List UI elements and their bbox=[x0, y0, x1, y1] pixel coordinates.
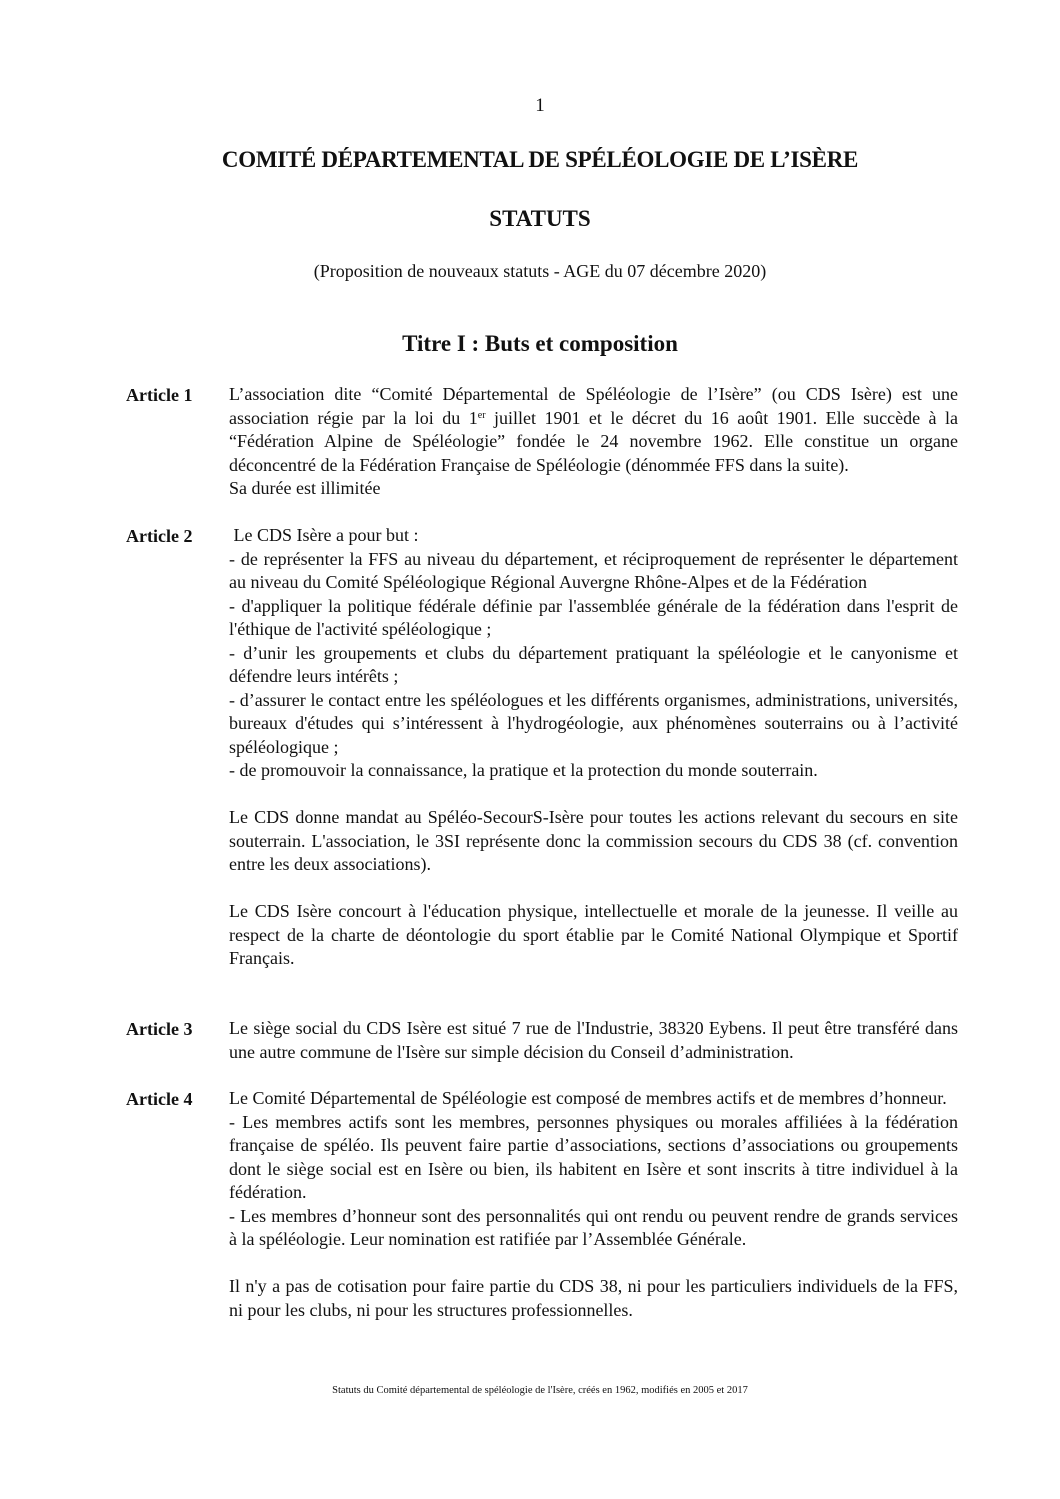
paragraph-text: L’association dite “Comité Départemental de Spéléologie de l’Isère” (ou CDS Isère) est une association régie par la loi du 1 bbox=[229, 384, 958, 428]
paragraph-gap bbox=[229, 783, 958, 807]
document-subtitle: STATUTS bbox=[489, 206, 591, 231]
list-item: - d’unir les groupements et clubs du département pratiquant la spéléologie et le canyonisme et défendre leurs intérêts ; bbox=[229, 642, 958, 686]
superscript-ordinal: er bbox=[477, 409, 486, 421]
article-paragraph: Sa durée est illimitée bbox=[229, 478, 381, 498]
list-item: - de représenter la FFS au niveau du département, et réciproquement de représenter le département au niveau du Comité Spéléologique Régional Auvergne Rhône-Alpes et de la Fédération bbox=[229, 548, 958, 592]
article-paragraph: Le CDS donne mandat au Spéléo-SecourS-Isère pour toutes les actions relevant du secours en site souterrain. L'association, le 3SI représente donc la commission secours du CDS 38 (cf. convention entre les deux associations). bbox=[229, 807, 958, 874]
page-footer: Statuts du Comité départemental de spéléologie de l'Isère, créés en 1962, modifiés en 2005 et 2017 bbox=[332, 1385, 748, 1396]
list-item: - Les membres actifs sont les membres, personnes physiques ou morales affiliées à la fédération française de spéléo. Ils peuvent faire partie d’associations, sections d’associations ou groupements dont le siège social est en Isère ou bien, ils habitent en Isère et sont inscrits à titre individuel à la fédération. bbox=[229, 1111, 958, 1202]
article-paragraph bbox=[229, 383, 958, 477]
article-label: Article 2 bbox=[126, 526, 193, 546]
paragraph-text: juillet 1901 et le décret du 16 août 1901. Elle succède à la “Fédération Alpine de Spéléologie” fondée le 24 novembre 1962. Elle constitue un organe déconcentré de la Fédération Française de Spéléologie (dénommée FFS dans la suite). bbox=[229, 407, 958, 475]
article-paragraph: Le CDS Isère a pour but : bbox=[229, 525, 419, 545]
proposal-note: (Proposition de nouveaux statuts - AGE du 07 décembre 2020) bbox=[313, 261, 767, 281]
article-body bbox=[229, 524, 958, 971]
list-item: - de promouvoir la connaissance, la pratique et la protection du monde souterrain. bbox=[229, 760, 818, 780]
article-paragraph: Le CDS Isère concourt à l'éducation physique, intellectuelle et morale de la jeunesse. Il veille au respect de la charte de déontologie du sport établie par le Comité National Olympique et Sportif Français. bbox=[229, 901, 958, 968]
article-label: Article 1 bbox=[126, 385, 193, 405]
list-item: - d’assurer le contact entre les spéléologues et les différents organismes, administrations, universités, bureaux d'études qui s’intéressent à l'hydrogéologie, aux phénomènes souterrains ou à l’activité spéléologique ; bbox=[229, 689, 958, 757]
paragraph-gap bbox=[229, 877, 958, 901]
list-item: - Les membres d’honneur sont des personnalités qui ont rendu ou peuvent rendre de grands services à la spéléologie. Leur nomination est ratifiée par l’Assemblée Générale. bbox=[229, 1205, 958, 1249]
article-label: Article 3 bbox=[126, 1019, 193, 1039]
article-label: Article 4 bbox=[126, 1089, 193, 1109]
document-title: COMITÉ DÉPARTEMENTAL DE SPÉLÉOLOGIE DE L’ISÈRE bbox=[221, 147, 859, 172]
section-title: Titre I : Buts et composition bbox=[402, 331, 678, 356]
article-paragraph: Il n'y a pas de cotisation pour faire partie du CDS 38, ni pour les particuliers individuels de la FFS, ni pour les clubs, ni pour les structures professionnelles. bbox=[229, 1276, 958, 1320]
list-item: - d'appliquer la politique fédérale définie par l'assemblée générale de la fédération dans l'esprit de l'éthique de l'activité spéléologique ; bbox=[229, 595, 958, 639]
article-paragraph: Le siège social du CDS Isère est situé 7 rue de l'Industrie, 38320 Eybens. Il peut être transféré dans une autre commune de l'Isère sur simple décision du Conseil d’administration. bbox=[229, 1018, 958, 1062]
article-paragraph: Le Comité Départemental de Spéléologie est composé de membres actifs et de membres d’honneur. bbox=[229, 1088, 947, 1108]
paragraph-gap bbox=[229, 1252, 958, 1276]
page-number: 1 bbox=[535, 95, 545, 116]
article-body bbox=[229, 383, 958, 501]
article-body bbox=[229, 1087, 958, 1322]
article-body bbox=[229, 1017, 958, 1064]
